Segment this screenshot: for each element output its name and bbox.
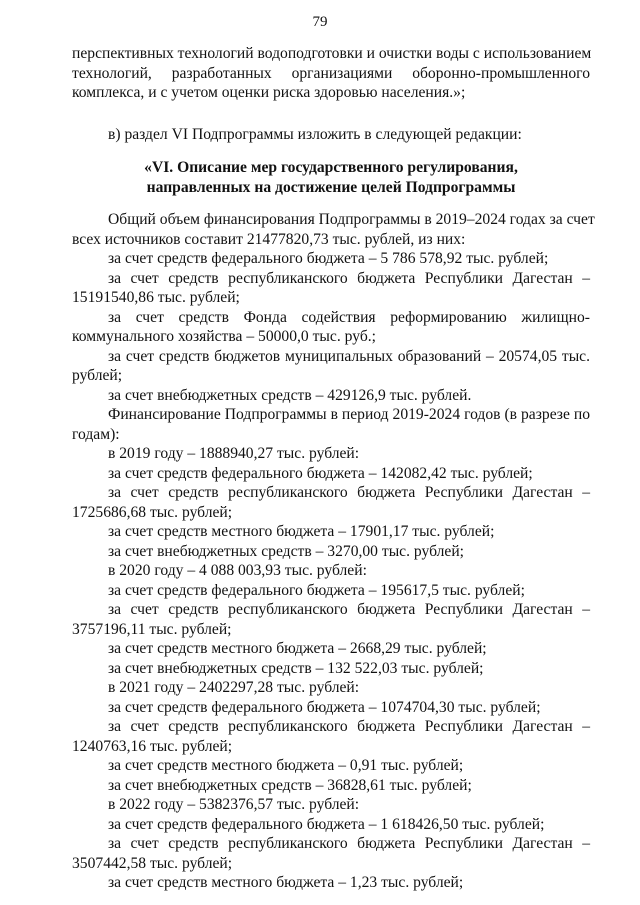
body-line: всех источников составит 21477820,73 тыс. рублей, из них: — [72, 230, 466, 248]
heading-line: направленных на достижение целей Подпрограммы — [146, 178, 516, 196]
body-line: за счет средств республиканского бюджета Республики Дагестан – — [108, 835, 590, 852]
body-line: 1240763,16 тыс. рублей; — [72, 737, 233, 755]
financing-text — [72, 210, 595, 893]
body-line: 3757196,11 тыс. рублей; — [72, 620, 232, 638]
body-line: за счет средств республиканского бюджета Республики Дагестан – — [108, 269, 590, 287]
body-line: за счет средств Фонда содействия реформированию жилищно- — [108, 308, 590, 326]
body-line: за счет внебюджетных средств – 132 522,03 тыс. рублей; — [108, 659, 484, 677]
body-line: рублей; — [72, 367, 123, 384]
body-line: за счет внебюджетных средств – 3270,00 тыс. рублей; — [108, 542, 464, 560]
body-line: за счет средств республиканского бюджета Республики Дагестан – — [108, 484, 590, 501]
section-b-line: в) раздел VI Подпрограммы изложить в следующей редакции: — [108, 126, 522, 143]
body-line: 15191540,86 тыс. рублей; — [72, 289, 240, 306]
body-line: за счет средств республиканского бюджета Республики Дагестан – — [108, 718, 590, 735]
body-line: за счет средств федерального бюджета – 142082,42 тыс. рублей; — [108, 464, 533, 482]
body-line: за счет средств федерального бюджета – 195617,5 тыс. рублей; — [108, 581, 525, 599]
section-b-paragraph — [72, 125, 590, 145]
body-line: Финансирование Подпрограммы в период 2019-2024 годов (в разрезе по — [108, 406, 590, 423]
body-line: годам): — [72, 425, 120, 443]
body-line: за счет средств местного бюджета – 1,23 тыс. рублей; — [108, 874, 464, 891]
body-line: за счет средств бюджетов муниципальных образований – 20574,05 тыс. — [108, 347, 590, 365]
body-line: в 2019 году – 1888940,27 тыс. рублей: — [108, 445, 360, 462]
body-line: за счет средств федерального бюджета – 1074704,30 тыс. рублей; — [108, 698, 541, 716]
body-line: в 2021 году – 2402297,28 тыс. рублей: — [108, 679, 360, 696]
body-line: 3507442,58 тыс. рублей; — [72, 854, 233, 872]
intro-paragraph — [72, 44, 590, 103]
heading-line: «VI. Описание мер государственного регулирования, — [144, 159, 518, 176]
body-line: за счет средств местного бюджета – 17901,17 тыс. рублей; — [108, 523, 495, 540]
body-line: за счет средств федерального бюджета – 5 786 578,92 тыс. рублей; — [108, 250, 549, 267]
body-line: в 2022 году – 5382376,57 тыс. рублей: — [108, 796, 360, 813]
intro-line: технологий, разработанных организациями оборонно-промышленного — [72, 64, 590, 82]
body-line: Общий объем финансирования Подпрограммы в 2019–2024 годах за счет — [108, 211, 595, 228]
page-number: 79 — [312, 14, 328, 30]
body-line: 1725686,68 тыс. рублей; — [72, 503, 233, 521]
body-line: за счет средств местного бюджета – 0,91 тыс. рублей; — [108, 757, 464, 774]
body-line: за счет внебюджетных средств – 36828,61 тыс. рублей; — [108, 776, 472, 794]
body-line: за счет внебюджетных средств – 429126,9 тыс. рублей. — [108, 386, 472, 404]
intro-line: комплекса, и с учетом оценки риска здоровью населения.»; — [72, 84, 466, 101]
intro-line: перспективных технологий водоподготовки и очистки воды с использованием — [72, 45, 592, 62]
body-line: за счет средств федерального бюджета – 1 618426,50 тыс. рублей; — [108, 815, 545, 833]
section-heading — [72, 158, 590, 197]
body-line: в 2020 году – 4 088 003,93 тыс. рублей: — [108, 562, 367, 579]
body-line: коммунального хозяйства – 50000,0 тыс. руб.; — [72, 328, 376, 345]
body-line: за счет средств республиканского бюджета Республики Дагестан – — [108, 601, 590, 618]
body-line: за счет средств местного бюджета – 2668,29 тыс. рублей; — [108, 640, 487, 657]
